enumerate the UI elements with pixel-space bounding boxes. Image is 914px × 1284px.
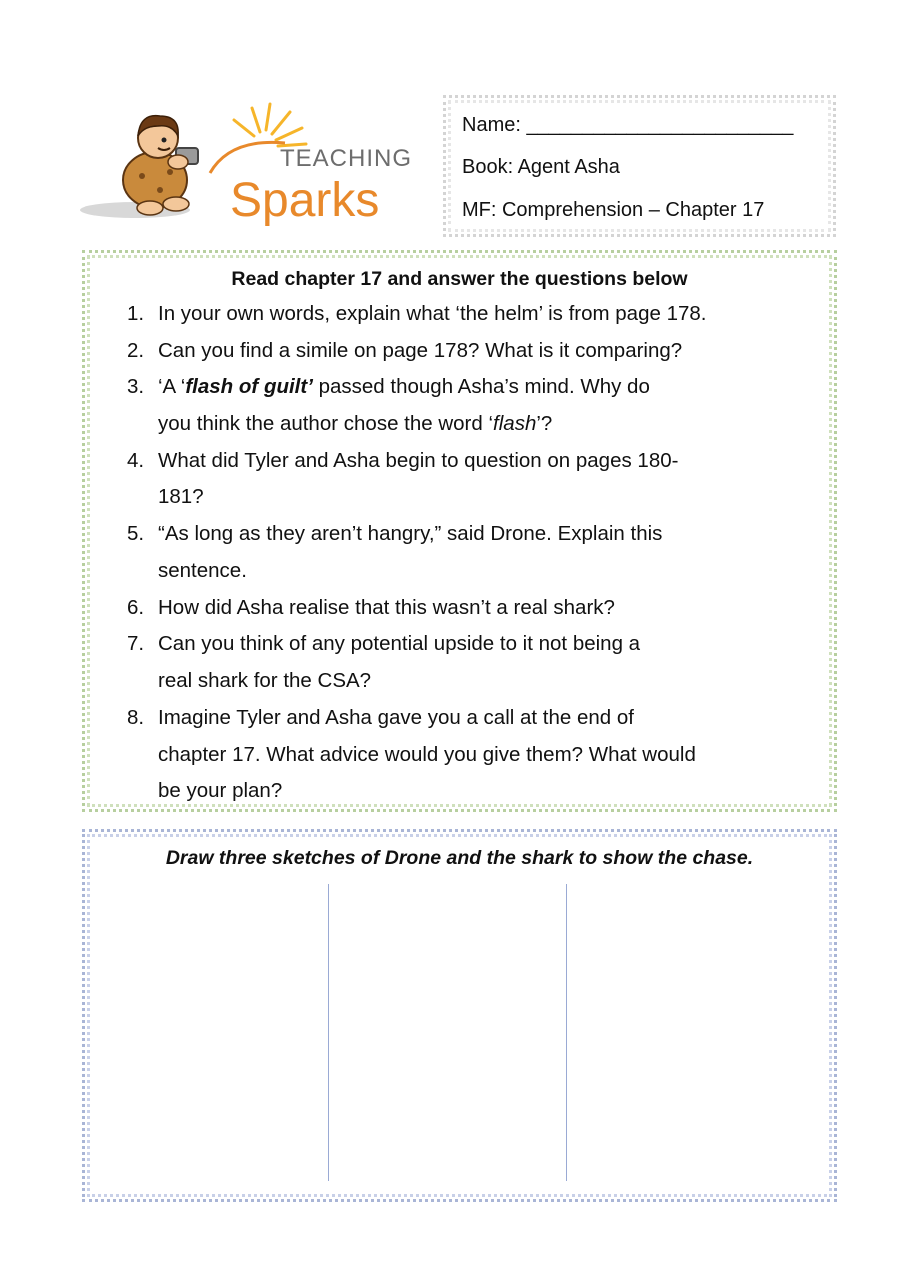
mf-label: MF: Comprehension – Chapter 17 — [462, 199, 765, 221]
sketch-box — [82, 829, 837, 1202]
question-text: Can you find a simile on page 178? What is it comparing? — [158, 339, 683, 362]
emphasis-text: flash of guilt’ — [185, 375, 313, 398]
question-text: In your own words, explain what ‘the helm’ is from page 178. — [158, 302, 707, 325]
logo-line1: TEACHING — [280, 145, 413, 172]
questions-heading: Read chapter 17 and answer the questions below — [231, 268, 688, 290]
question-text: real shark for the CSA? — [158, 669, 372, 692]
question-number: 8. — [127, 706, 145, 729]
question-number: 5. — [127, 522, 145, 545]
student-info-box — [443, 95, 836, 237]
question-text: “As long as they aren’t hangry,” said Drone. Explain this — [158, 522, 663, 545]
question-text: Can you think of any potential upside to it not being a — [158, 632, 641, 655]
questions-box — [82, 250, 837, 812]
sketch-divider — [566, 884, 567, 1181]
sketch-divider — [328, 884, 329, 1181]
question-number: 4. — [127, 449, 145, 472]
sketch-heading: Draw three sketches of Drone and the shark to show the chase. — [165, 847, 754, 869]
question-text: chapter 17. What advice would you give them? What would — [158, 743, 696, 766]
text-segment: ‘A ‘ — [158, 375, 186, 398]
question-text: sentence. — [158, 559, 247, 582]
question-text — [158, 375, 650, 399]
question-text: How did Asha realise that this wasn’t a real shark? — [158, 596, 615, 619]
question-number: 7. — [127, 632, 145, 655]
question-text: What did Tyler and Asha begin to question on pages 180- — [158, 449, 679, 472]
question-text — [158, 412, 552, 436]
question-text: 181? — [158, 485, 204, 508]
logo-graphic — [80, 98, 430, 238]
teaching-sparks-logo — [80, 98, 430, 238]
logo-line2: Sparks — [230, 174, 380, 227]
question-number: 3. — [127, 375, 145, 398]
question-number: 6. — [127, 596, 145, 619]
question-number: 2. — [127, 339, 145, 362]
caveman-icon — [123, 116, 198, 215]
name-field[interactable]: Name: ________________________ — [462, 114, 794, 136]
book-title: Book: Agent Asha — [462, 156, 620, 178]
text-segment: passed though Asha’s mind. Why do — [312, 375, 650, 398]
question-number: 1. — [127, 302, 145, 325]
question-text: Imagine Tyler and Asha gave you a call at the end of — [158, 706, 634, 729]
question-text: be your plan? — [158, 779, 283, 802]
emphasis-text: flash — [493, 412, 537, 435]
text-segment: you think the author chose the word ‘ — [158, 412, 494, 435]
spark-rays-icon — [234, 104, 306, 146]
spark-swoosh-icon — [210, 142, 285, 173]
text-segment: ’? — [536, 412, 553, 435]
